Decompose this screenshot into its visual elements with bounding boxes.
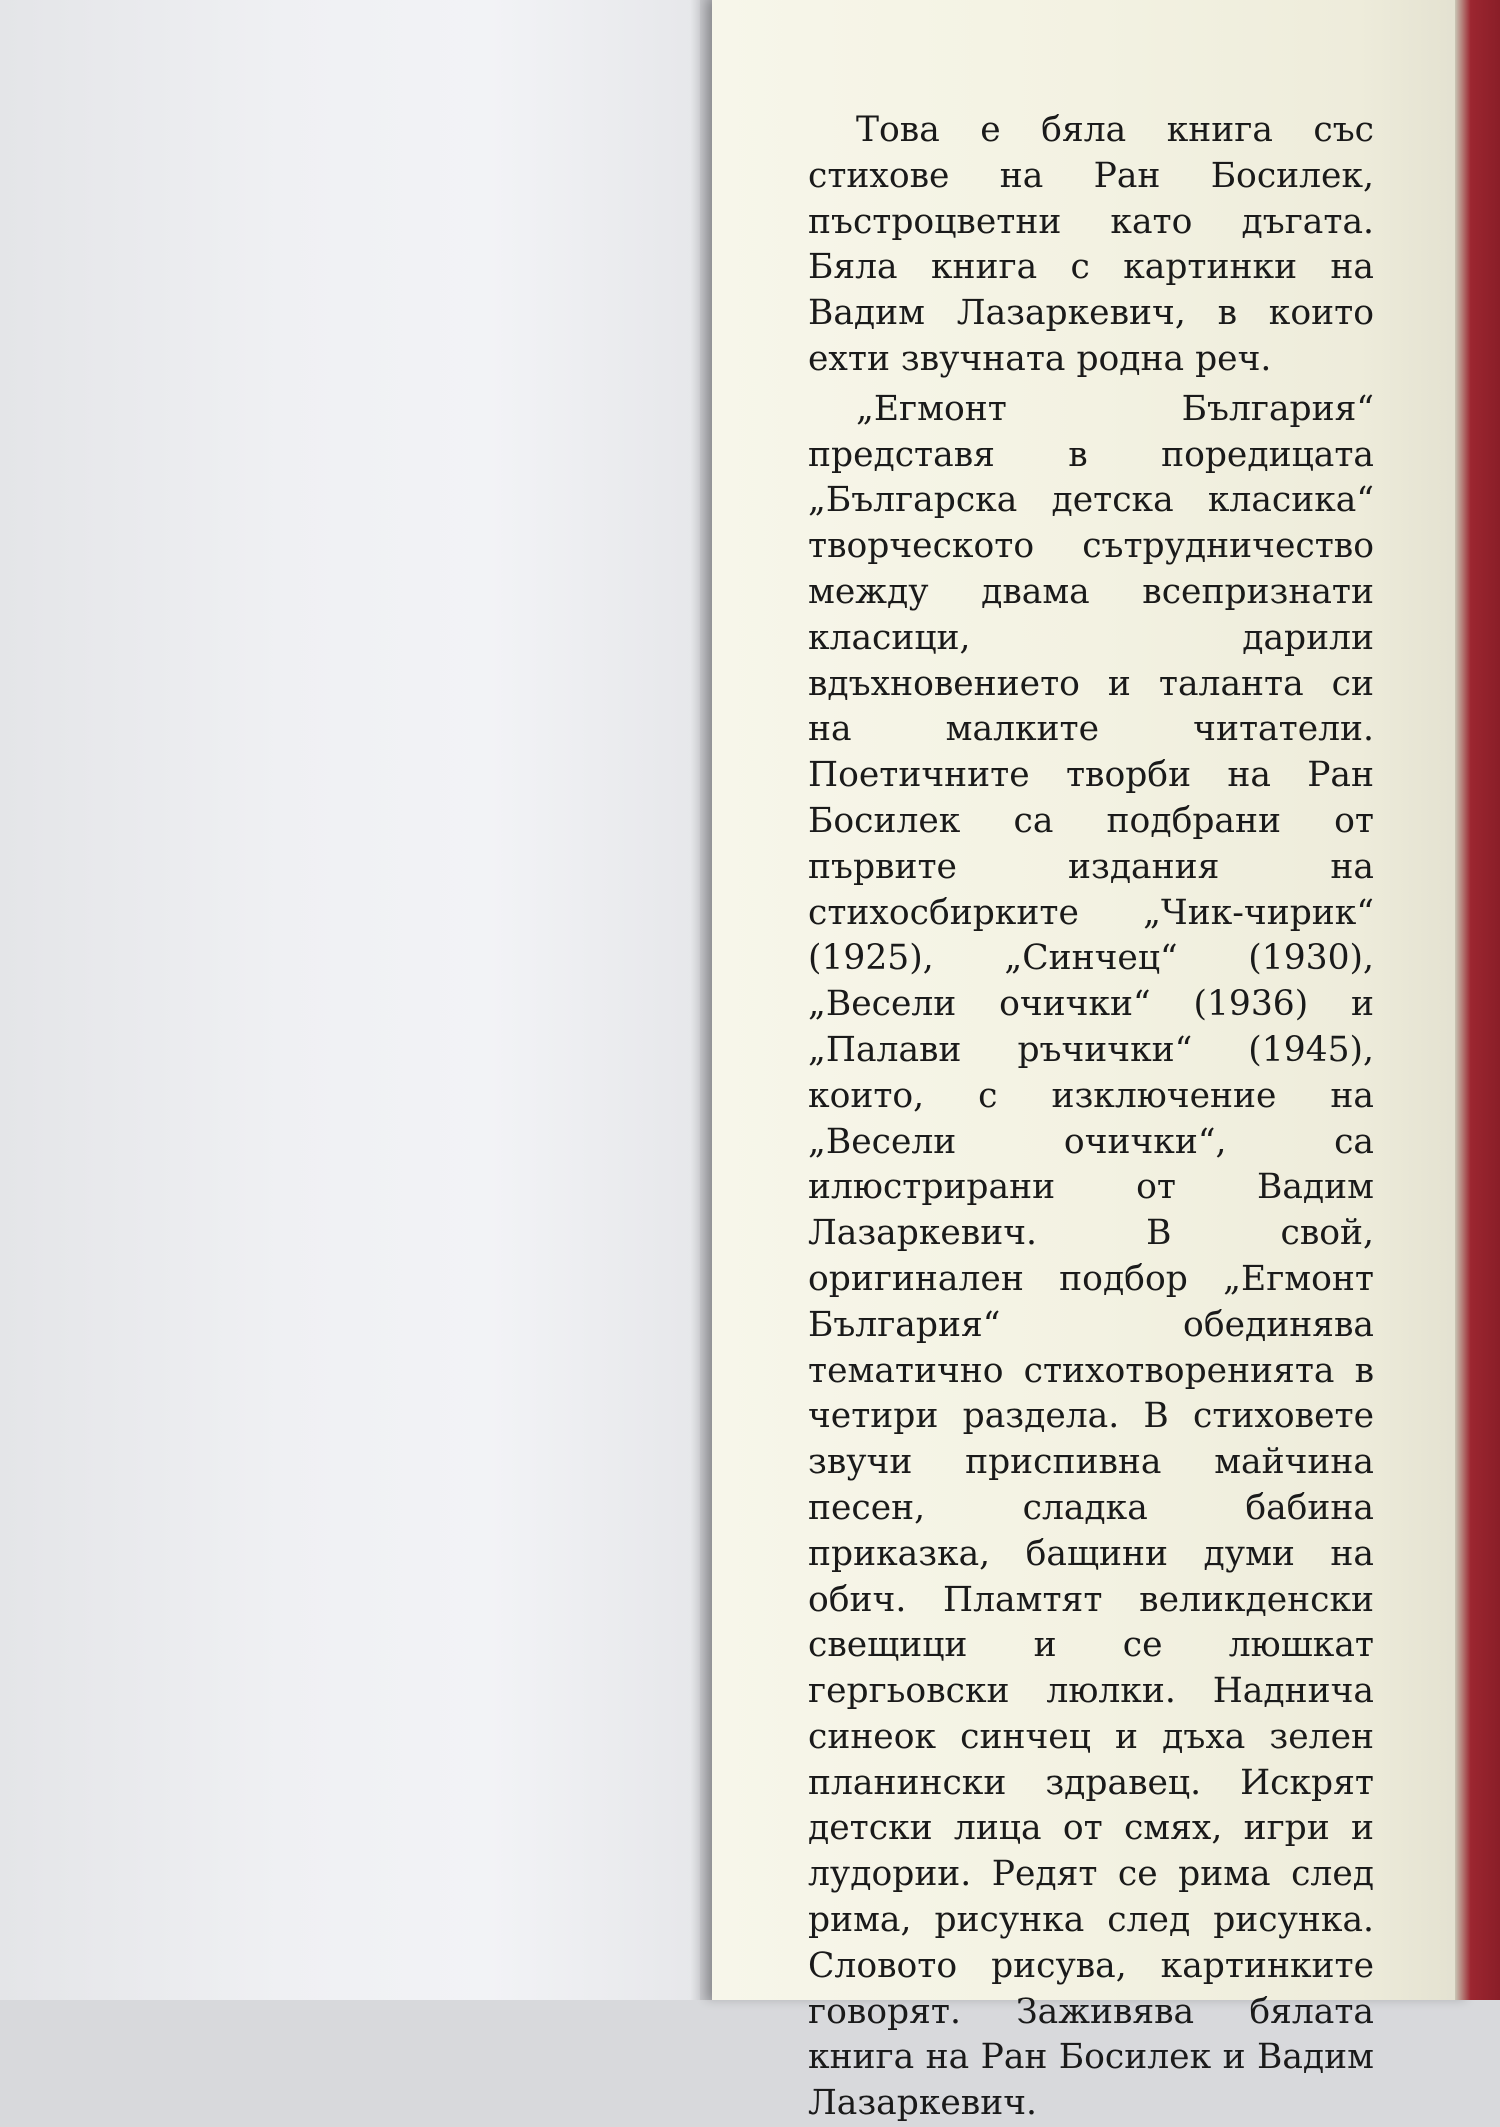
- blurb-paragraph-1: Това е бяла книга със стихове на Ран Босилек, пъстроцветни като дъгата. Бяла книга с картинки на Вадим Лазаркевич, в които ехти звучната родна реч.: [808, 110, 1374, 379]
- inner-left-page: [0, 0, 700, 2000]
- flap-blurb: [808, 108, 1374, 2127]
- blurb-paragraph-2: „Егмонт България“ представя в поредицата „Българска детска класика“ творческото сътрудничество между двама всепризнати класици, дарили вдъхновението и таланта си на малките читатели. Поетичните творби на Ран Босилек са подбрани от първите издания на стихосбирките „Чик-чирик“ (1925), „Синчец“ (1930), „Весели очички“ (1936) и „Палави ръчички“ (1945), които, с изключение на „Весели очички“, са илюстрирани от Вадим Лазаркевич. В свой, оригинален подбор „Егмонт България“ обединява тематично стихотворенията в четири раздела. В стиховете звучи приспивна майчина песен, сладка бабина приказка, бащини думи на обич. Пламтят великденски свещици и се люшкат гергьовски люлки. Надничa синеок синчец и дъха зелен планински здравец. Искрят детски лица от смях, игри и лудории. Редят се рима след рима, рисунка след рисунка. Словото рисува, картинките говорят. Заживява бялата книга на Ран Босилек и Вадим Лазаркевич.: [808, 388, 1374, 2124]
- cover-edge: [1455, 0, 1500, 2000]
